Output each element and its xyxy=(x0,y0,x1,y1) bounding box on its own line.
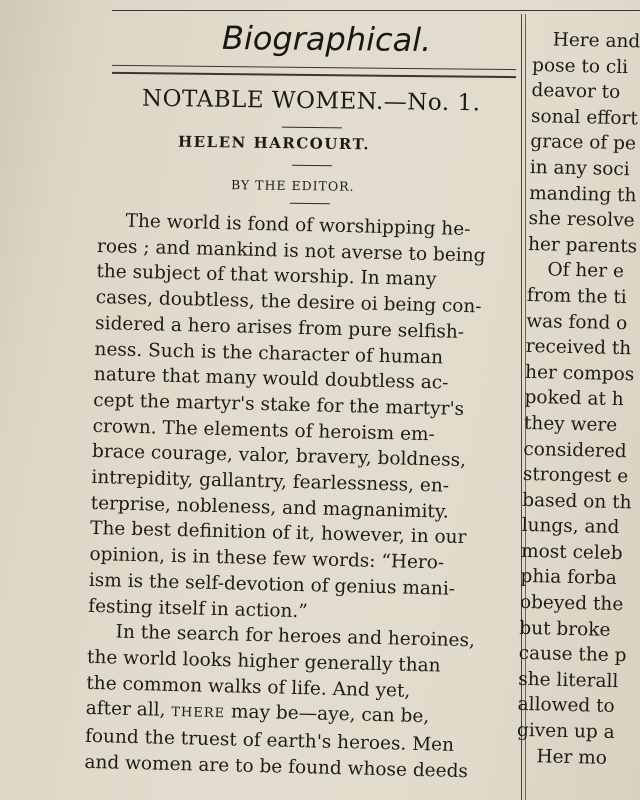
column-line: strongest e xyxy=(522,463,629,488)
column-line: her compos xyxy=(524,361,635,386)
adjacent-column xyxy=(516,27,640,772)
article-line: The world is fond of worshipping he- xyxy=(125,210,471,241)
column-line: given up a xyxy=(516,719,615,744)
article-line: and women are to be found whose deeds xyxy=(84,751,469,782)
article-line: ism is the self-devotion of genius mani- xyxy=(88,569,456,600)
column-line: Of her e xyxy=(547,259,625,283)
article-subtitle: HELEN HARCOURT. xyxy=(177,132,371,154)
emphasis-smallcaps: THERE xyxy=(171,705,226,722)
column-line: but broke xyxy=(519,617,611,641)
column-line: they were xyxy=(523,412,618,436)
article-line: found the truest of earth's heroes. Men xyxy=(84,725,455,756)
column-line: from the ti xyxy=(526,284,627,309)
column-line: she literall xyxy=(517,668,619,692)
column-line: deavor to xyxy=(531,80,621,104)
column-line: received th xyxy=(525,336,632,360)
column-line: phia forba xyxy=(520,566,618,590)
column-line: Her mo xyxy=(536,745,608,769)
column-line: pose to cli xyxy=(531,54,629,78)
column-line: allowed to xyxy=(517,694,615,718)
column-line: lungs, and xyxy=(521,515,620,539)
article-line: cept the martyr's stake for the martyr's xyxy=(93,389,465,420)
section-double-rule xyxy=(112,65,516,78)
article-line: opinion, is in these few words: “Hero- xyxy=(89,544,445,574)
column-line: was fond o xyxy=(526,310,628,334)
column-line: cause the p xyxy=(518,643,627,667)
column-line: considered xyxy=(523,438,627,462)
article-line: The best definition of it, however, in our xyxy=(89,518,467,549)
column-line: most celeb xyxy=(520,540,623,565)
article-title: NOTABLE WOMEN.—No. 1. xyxy=(141,85,481,117)
column-line: she resolve xyxy=(528,208,635,232)
article-line: after all, THERE may be—aye, can be, xyxy=(85,698,430,728)
article-line: cases, doubtless, the desire oi being con- xyxy=(95,287,482,318)
column-line: Here and xyxy=(552,29,640,53)
column-line: manding th xyxy=(528,182,637,206)
article-line: nature that many would doubtless ac- xyxy=(93,364,449,394)
article-line: festing itself in action.” xyxy=(88,595,309,622)
column-line: in any soci xyxy=(529,156,630,181)
column-line: sonal effort xyxy=(530,105,639,130)
article-line: the subject of that worship. In many xyxy=(96,261,437,291)
title-rule xyxy=(282,127,342,129)
article-line: In the search for heroes and heroines, xyxy=(115,621,476,652)
article-line: the world looks higher generally than xyxy=(86,646,441,677)
column-line: grace of pe xyxy=(530,131,637,155)
article-line: roes ; and mankind is not averse to being xyxy=(96,235,486,267)
article-line: the common walks of life. And yet, xyxy=(86,672,411,702)
byline-rule xyxy=(290,203,330,205)
article-body xyxy=(84,208,516,786)
article-line: intrepidity, gallantry, fearlessness, en- xyxy=(91,466,450,497)
section-heading: Biographical. xyxy=(221,18,432,60)
article-line: brace courage, valor, bravery, boldness, xyxy=(91,441,467,472)
column-line: poked at h xyxy=(524,387,624,411)
column-line: obeyed the xyxy=(519,591,624,616)
subtitle-rule xyxy=(292,165,332,167)
article-line: ness. Such is the character of human xyxy=(94,338,444,368)
top-rule xyxy=(112,10,640,11)
column-line: based on th xyxy=(522,489,632,514)
article-line: sidered a hero arises from pure selfish- xyxy=(94,312,465,343)
article-byline: BY THE EDITOR. xyxy=(230,177,355,194)
column-line: her parents xyxy=(527,233,638,258)
article-line: crown. The elements of heroism em- xyxy=(92,415,436,445)
article-line: terprise, nobleness, and magnanimity. xyxy=(90,492,449,523)
